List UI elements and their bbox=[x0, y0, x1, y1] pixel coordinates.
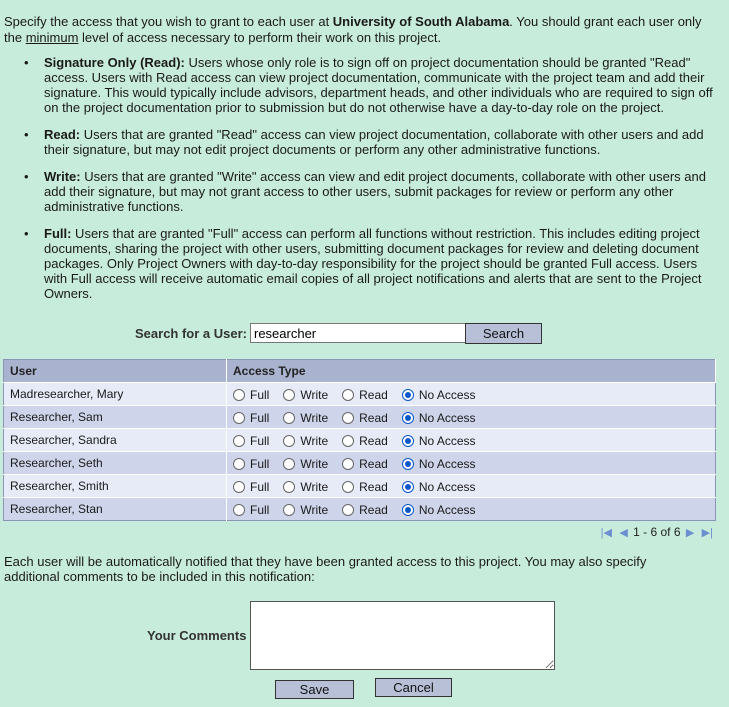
bullet-icon: • bbox=[24, 169, 29, 184]
radio-no-access[interactable] bbox=[402, 458, 414, 470]
user-name: Researcher, Stan bbox=[4, 498, 227, 521]
access-option-read[interactable] bbox=[342, 410, 388, 425]
option-label: Write bbox=[300, 387, 329, 402]
radio-no-access[interactable] bbox=[402, 389, 414, 401]
access-option-read[interactable] bbox=[342, 433, 388, 448]
radio-read[interactable] bbox=[342, 504, 354, 516]
access-option-read[interactable] bbox=[342, 456, 388, 471]
search-input[interactable] bbox=[250, 323, 467, 343]
access-option-write[interactable] bbox=[283, 479, 328, 494]
option-label: Full bbox=[250, 410, 270, 425]
save-button[interactable]: Save bbox=[275, 680, 354, 699]
pagination bbox=[599, 525, 715, 539]
user-access-table bbox=[3, 359, 716, 521]
radio-no-access[interactable] bbox=[402, 412, 414, 424]
bullet-icon: • bbox=[24, 55, 29, 70]
comments-label: Your Comments bbox=[147, 628, 247, 643]
option-label: Read bbox=[359, 479, 388, 494]
access-option-no-access[interactable] bbox=[402, 410, 476, 425]
column-header-access-type: Access Type bbox=[227, 360, 716, 383]
table-row bbox=[4, 383, 716, 406]
radio-full[interactable] bbox=[233, 435, 245, 447]
role-write bbox=[18, 169, 718, 214]
access-option-write[interactable] bbox=[283, 456, 328, 471]
option-label: Full bbox=[250, 433, 270, 448]
table-row bbox=[4, 406, 716, 429]
option-label: Read bbox=[359, 502, 388, 517]
option-label: Write bbox=[300, 456, 329, 471]
next-page-icon[interactable]: ▶ bbox=[685, 527, 695, 539]
access-type-options bbox=[227, 498, 716, 521]
last-page-icon[interactable]: ▶| bbox=[701, 527, 713, 539]
user-name: Researcher, Sandra bbox=[4, 429, 227, 452]
option-label: Full bbox=[250, 456, 270, 471]
radio-read[interactable] bbox=[342, 389, 354, 401]
role-term: Read: bbox=[44, 127, 81, 142]
access-option-full[interactable] bbox=[233, 387, 269, 402]
bullet-icon: • bbox=[24, 226, 29, 241]
access-option-write[interactable] bbox=[283, 387, 328, 402]
radio-write[interactable] bbox=[283, 412, 295, 424]
role-description: Users that are granted "Read" access can view project documentation, collaborate with other users and add their signature, but may not edit project documents or perform any other administrative functions. bbox=[44, 127, 704, 157]
radio-full[interactable] bbox=[233, 412, 245, 424]
access-option-read[interactable] bbox=[342, 502, 388, 517]
option-label: Full bbox=[250, 387, 270, 402]
table-row bbox=[4, 429, 716, 452]
option-label: No Access bbox=[418, 410, 476, 425]
access-option-no-access[interactable] bbox=[402, 456, 476, 471]
role-description: Users whose only role is to sign off on project documentation should be granted "Read" access. Users with Read access can view project documentation, communicate with the project team and add their signature. This would typically include advisors, department heads, and other individuals who are required to sign off on the project documentation prior to submission but do not otherwise have a day-to-day role on the project. bbox=[44, 55, 713, 115]
access-option-full[interactable] bbox=[233, 456, 269, 471]
option-label: Full bbox=[250, 479, 270, 494]
bullet-icon: • bbox=[24, 127, 29, 142]
access-option-full[interactable] bbox=[233, 433, 269, 448]
role-description: Users that are granted "Full" access can perform all functions without restriction. This includes editing project documents, sharing the project with other users, submitting document packages for review and deleting document packages. Only Project Owners with day-to-day responsibility for the project should be granted Full access. Users with Full access will receive automatic email copies of all project notifications and alerts that are sent to the Project Owners. bbox=[44, 226, 702, 301]
access-option-read[interactable] bbox=[342, 479, 388, 494]
user-name: Researcher, Sam bbox=[4, 406, 227, 429]
option-label: Write bbox=[300, 410, 329, 425]
radio-write[interactable] bbox=[283, 458, 295, 470]
prev-page-icon[interactable]: ◀ bbox=[619, 527, 628, 539]
user-name: Researcher, Seth bbox=[4, 452, 227, 475]
table-header-row bbox=[4, 360, 716, 383]
table-body bbox=[4, 383, 716, 521]
option-label: Write bbox=[300, 502, 329, 517]
access-option-no-access[interactable] bbox=[402, 479, 476, 494]
radio-full[interactable] bbox=[233, 458, 245, 470]
access-type-options bbox=[227, 383, 716, 406]
access-type-options bbox=[227, 406, 716, 429]
search-button[interactable]: Search bbox=[465, 323, 542, 344]
option-label: Read bbox=[359, 433, 388, 448]
role-term: Signature Only (Read): bbox=[44, 55, 185, 70]
access-roles-list bbox=[18, 55, 718, 313]
role-read bbox=[18, 127, 718, 157]
radio-full[interactable] bbox=[233, 389, 245, 401]
access-option-write[interactable] bbox=[283, 502, 328, 517]
radio-write[interactable] bbox=[283, 504, 295, 516]
radio-full[interactable] bbox=[233, 504, 245, 516]
intro-part2: . You should grant each user only the bbox=[4, 14, 702, 45]
search-label: Search for a User: bbox=[135, 326, 247, 341]
comments-textarea[interactable] bbox=[250, 601, 555, 670]
access-option-read[interactable] bbox=[342, 387, 388, 402]
access-option-full[interactable] bbox=[233, 479, 269, 494]
intro-part1: Specify the access that you wish to grant to each user at bbox=[4, 14, 333, 29]
access-option-no-access[interactable] bbox=[402, 387, 476, 402]
radio-write[interactable] bbox=[283, 389, 295, 401]
role-full bbox=[18, 226, 718, 301]
intro-text bbox=[4, 14, 722, 46]
role-description: Users that are granted "Write" access can view and edit project documents, collaborate with other users and add their signature, but may not grant access to other users, submit packages for review or perform any other administrative functions. bbox=[44, 169, 706, 214]
role-term: Full: bbox=[44, 226, 72, 241]
radio-no-access[interactable] bbox=[402, 481, 414, 493]
radio-read[interactable] bbox=[342, 435, 354, 447]
minimum-word: minimum bbox=[25, 30, 79, 45]
role-signature-only bbox=[18, 55, 718, 115]
option-label: No Access bbox=[418, 456, 476, 471]
option-label: Write bbox=[300, 433, 329, 448]
radio-no-access[interactable] bbox=[402, 435, 414, 447]
access-type-options bbox=[227, 429, 716, 452]
option-label: Full bbox=[250, 502, 270, 517]
table-row bbox=[4, 475, 716, 498]
notification-notice: Each user will be automatically notified that they have been granted access to this project. You may also specify additional comments to be included in this notification: bbox=[4, 554, 647, 584]
access-option-write[interactable] bbox=[283, 410, 328, 425]
radio-no-access[interactable] bbox=[402, 504, 414, 516]
radio-read[interactable] bbox=[342, 412, 354, 424]
user-search-row bbox=[0, 323, 729, 345]
table-row bbox=[4, 498, 716, 521]
option-label: Read bbox=[359, 456, 388, 471]
radio-write[interactable] bbox=[283, 435, 295, 447]
radio-read[interactable] bbox=[342, 458, 354, 470]
radio-full[interactable] bbox=[233, 481, 245, 493]
option-label: No Access bbox=[418, 502, 476, 517]
access-option-full[interactable] bbox=[233, 502, 269, 517]
access-type-options bbox=[227, 475, 716, 498]
institution-name: University of South Alabama bbox=[332, 14, 510, 29]
option-label: Read bbox=[359, 410, 388, 425]
access-type-options bbox=[227, 452, 716, 475]
access-option-full[interactable] bbox=[233, 410, 269, 425]
cancel-button[interactable]: Cancel bbox=[375, 678, 452, 697]
access-option-no-access[interactable] bbox=[402, 433, 476, 448]
role-term: Write: bbox=[44, 169, 81, 184]
access-option-write[interactable] bbox=[283, 433, 328, 448]
user-name: Researcher, Smith bbox=[4, 475, 227, 498]
first-page-icon[interactable]: |◀ bbox=[600, 527, 612, 539]
column-header-user: User bbox=[4, 360, 227, 383]
option-label: No Access bbox=[418, 479, 476, 494]
radio-write[interactable] bbox=[283, 481, 295, 493]
page-range: 1 - 6 of 6 bbox=[633, 525, 681, 539]
radio-read[interactable] bbox=[342, 481, 354, 493]
option-label: Write bbox=[300, 479, 329, 494]
access-option-no-access[interactable] bbox=[402, 502, 476, 517]
option-label: Read bbox=[359, 387, 388, 402]
user-name: Madresearcher, Mary bbox=[4, 383, 227, 406]
option-label: No Access bbox=[418, 433, 476, 448]
intro-part3: level of access necessary to perform their work on this project. bbox=[78, 30, 442, 45]
table-row bbox=[4, 452, 716, 475]
option-label: No Access bbox=[418, 387, 476, 402]
